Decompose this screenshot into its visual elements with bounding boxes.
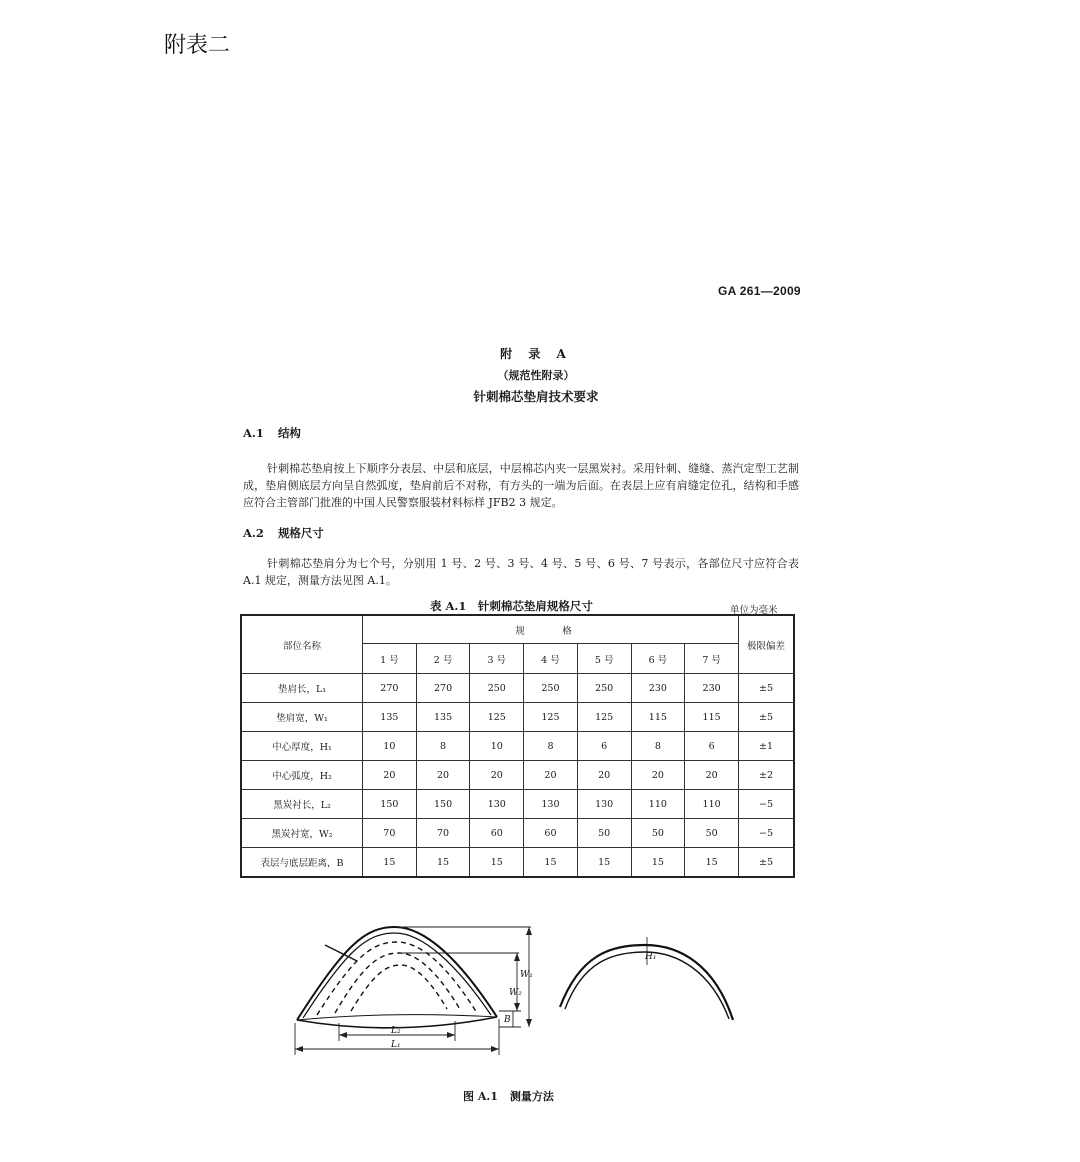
- cell-size-4: 20: [524, 761, 578, 790]
- cell-size-5: 250: [577, 674, 631, 703]
- section-number: A.1: [243, 426, 264, 440]
- cell-size-3: 10: [470, 732, 524, 761]
- page-header-title: 附表二: [164, 33, 231, 58]
- cell-size-5: 130: [577, 790, 631, 819]
- row-deviation: ±5: [739, 674, 795, 703]
- label-l2: L₂: [391, 1026, 401, 1036]
- column-header-part: 部位名称: [241, 615, 363, 674]
- cell-size-3: 250: [470, 674, 524, 703]
- pad-side-view: [560, 937, 733, 1020]
- cell-size-6: 20: [631, 761, 685, 790]
- cell-size-6: 8: [631, 732, 685, 761]
- row-deviation: ±2: [739, 761, 795, 790]
- appendix-title: 附 录 A: [500, 347, 572, 361]
- cell-size-5: 6: [577, 732, 631, 761]
- table-caption: 表 A.1 针刺棉芯垫肩规格尺寸: [430, 599, 593, 613]
- figure-number: 图 A.1: [463, 1090, 498, 1103]
- cell-size-7: 20: [685, 761, 739, 790]
- size-header-5: 5 号: [577, 644, 631, 674]
- appendix-heading: 针刺棉芯垫肩技术要求: [473, 389, 599, 404]
- cell-size-4: 125: [524, 703, 578, 732]
- row-part-name: 黑炭衬长，L₂: [241, 790, 363, 819]
- cell-size-6: 15: [631, 848, 685, 878]
- cell-size-3: 15: [470, 848, 524, 878]
- cell-size-7: 6: [685, 732, 739, 761]
- column-header-deviation: 极限偏差: [739, 615, 795, 674]
- cell-size-7: 230: [685, 674, 739, 703]
- section-a2-text: 针刺棉芯垫肩分为七个号，分别用 1 号、2 号、3 号、4 号、5 号、6 号、7 号表示，各部位尺寸应符合表 A.1 规定，测量方法见图 A.1。: [243, 557, 799, 587]
- cell-size-1: 70: [363, 819, 417, 848]
- size-header-4: 4 号: [524, 644, 578, 674]
- row-part-name: 中心厚度，H₁: [241, 732, 363, 761]
- table-row: [241, 848, 794, 878]
- cell-size-6: 110: [631, 790, 685, 819]
- label-l1: L₁: [391, 1040, 401, 1050]
- table-body: [241, 674, 794, 878]
- pad-bottom-inner: [297, 1015, 497, 1020]
- size-header-6: 6 号: [631, 644, 685, 674]
- size-header-1: 1 号: [363, 644, 417, 674]
- size-header-3: 3 号: [470, 644, 524, 674]
- table-row: [241, 732, 794, 761]
- standard-code: GA 261—2009: [718, 284, 801, 298]
- cell-size-5: 15: [577, 848, 631, 878]
- figure-caption-text: 测量方法: [509, 1090, 554, 1103]
- label-w1: W₁: [520, 970, 533, 980]
- cell-size-7: 50: [685, 819, 739, 848]
- cell-size-4: 60: [524, 819, 578, 848]
- cell-size-2: 20: [416, 761, 470, 790]
- pad-outer-outline: [297, 927, 497, 1020]
- cell-size-2: 135: [416, 703, 470, 732]
- cell-size-3: 60: [470, 819, 524, 848]
- row-deviation: ±5: [739, 703, 795, 732]
- figure-caption: [463, 1088, 554, 1104]
- cell-size-1: 135: [363, 703, 417, 732]
- spec-table: [240, 614, 795, 878]
- label-w2: W₂: [509, 988, 522, 998]
- table-row: [241, 703, 794, 732]
- table-row: [241, 790, 794, 819]
- section-a1-text: 针刺棉芯垫肩按上下顺序分表层、中层和底层，中层棉芯内夹一层黑炭衬。采用针刺、缝缝、蒸汽定型工艺制成，垫肩侧底层方向呈自然弧度，垫肩前后不对称，有方头的一端为后面。在表层上应有肩缝定位孔，结构和手感应符合主管部门批准的中国人民警察服装材料标样 JFB2 3 规定。: [243, 462, 799, 509]
- cell-size-2: 15: [416, 848, 470, 878]
- table-row: [241, 761, 794, 790]
- row-part-name: 垫肩宽，W₁: [241, 703, 363, 732]
- row-part-name: 黑炭衬宽，W₂: [241, 819, 363, 848]
- cell-size-3: 20: [470, 761, 524, 790]
- cell-size-1: 20: [363, 761, 417, 790]
- row-deviation: −5: [739, 819, 795, 848]
- section-title: 结构: [277, 426, 301, 440]
- figure-drawing: [285, 915, 745, 1055]
- cell-size-4: 250: [524, 674, 578, 703]
- section-title: 规格尺寸: [277, 526, 324, 540]
- cell-size-4: 15: [524, 848, 578, 878]
- measurement-figure: [285, 915, 745, 1059]
- size-header-7: 7 号: [685, 644, 739, 674]
- cell-size-7: 110: [685, 790, 739, 819]
- cell-size-1: 270: [363, 674, 417, 703]
- cell-size-2: 8: [416, 732, 470, 761]
- column-header-spec: 规 格: [363, 615, 739, 644]
- dimension-lines: [295, 927, 531, 1055]
- table-unit: 单位为毫米: [730, 605, 778, 616]
- cell-size-5: 125: [577, 703, 631, 732]
- table-row: [241, 674, 794, 703]
- cell-size-6: 115: [631, 703, 685, 732]
- cell-size-6: 50: [631, 819, 685, 848]
- appendix-subtitle: （规范性附录）: [497, 369, 575, 382]
- table-row: [241, 819, 794, 848]
- cell-size-5: 20: [577, 761, 631, 790]
- row-deviation: ±1: [739, 732, 795, 761]
- cell-size-1: 150: [363, 790, 417, 819]
- label-b: B: [504, 1015, 511, 1025]
- pad-inner-outline: [303, 933, 491, 1018]
- cell-size-4: 8: [524, 732, 578, 761]
- cell-size-2: 70: [416, 819, 470, 848]
- cell-size-2: 270: [416, 674, 470, 703]
- section-heading-a2: [243, 525, 324, 541]
- cell-size-7: 115: [685, 703, 739, 732]
- row-part-name: 中心弧度，H₂: [241, 761, 363, 790]
- cell-size-7: 15: [685, 848, 739, 878]
- section-number: A.2: [243, 526, 264, 540]
- cell-size-5: 50: [577, 819, 631, 848]
- cell-size-4: 130: [524, 790, 578, 819]
- row-part-name: 表层与底层距离，B: [241, 848, 363, 878]
- size-header-2: 2 号: [416, 644, 470, 674]
- row-part-name: 垫肩长，L₁: [241, 674, 363, 703]
- section-heading-a1: [243, 425, 301, 441]
- pad-front-view: [297, 927, 497, 1028]
- label-h1: H₁: [645, 952, 657, 962]
- cell-size-2: 150: [416, 790, 470, 819]
- cell-size-3: 130: [470, 790, 524, 819]
- row-deviation: ±5: [739, 848, 795, 878]
- cell-size-6: 230: [631, 674, 685, 703]
- row-deviation: −5: [739, 790, 795, 819]
- cell-size-1: 15: [363, 848, 417, 878]
- cell-size-1: 10: [363, 732, 417, 761]
- cell-size-3: 125: [470, 703, 524, 732]
